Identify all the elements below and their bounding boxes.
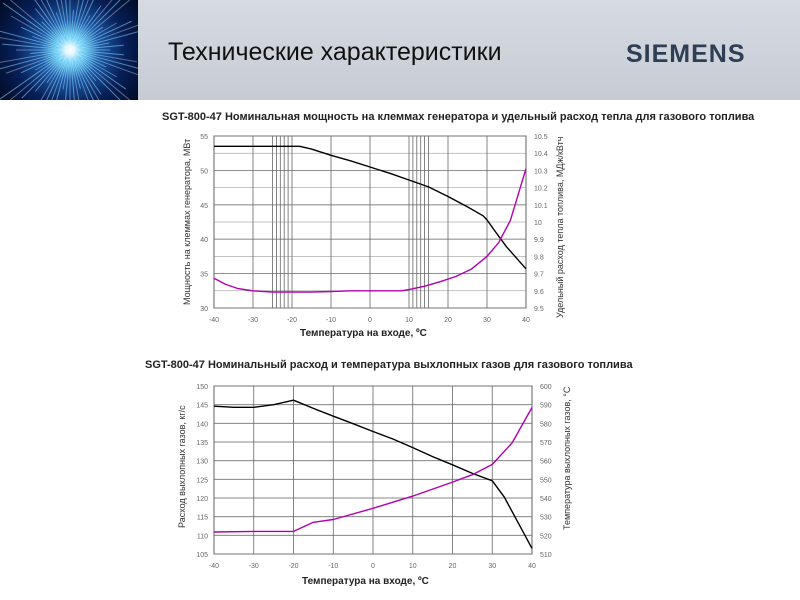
- y-right-tick-label: 520: [540, 533, 552, 541]
- x-tick-label: -20: [286, 317, 298, 324]
- x-tick-label: -40: [208, 317, 220, 324]
- y-right-tick-label: 600: [540, 384, 552, 391]
- y-axis-label-left: Мощность на клеммах генератора, МВт: [182, 138, 192, 305]
- y-right-tick-label: 9.8: [534, 254, 544, 262]
- chart-title: SGT-800-47 Номинальный расход и температура выхлопных газов для газового топлива: [145, 359, 633, 371]
- y-left-tick-label: 120: [196, 496, 208, 503]
- x-tick-label: -10: [325, 317, 337, 324]
- x-tick-label: -40: [208, 563, 220, 570]
- x-tick-label: 10: [408, 563, 417, 570]
- y-right-tick-label: 9.5: [534, 306, 544, 313]
- y-left-tick-label: 40: [200, 237, 208, 245]
- y-right-tick-label: 10.1: [534, 202, 548, 210]
- x-tick-label: -20: [288, 563, 299, 570]
- x-tick-label: 10: [405, 317, 413, 324]
- y-left-tick-label: 30: [200, 306, 208, 313]
- y-left-tick-label: 135: [196, 440, 208, 447]
- y-axis-label-right: Температура выхлопных газов, °С: [562, 386, 572, 530]
- y-left-tick-label: 125: [196, 477, 208, 485]
- y-right-tick-label: 560: [540, 458, 552, 466]
- x-tick-label: -30: [247, 317, 259, 324]
- y-left-tick-label: 105: [196, 552, 208, 559]
- grid: [214, 136, 526, 308]
- y-right-tick-label: 570: [540, 440, 552, 447]
- x-tick-label: 40: [522, 317, 530, 324]
- y-right-tick-label: 10: [534, 220, 542, 227]
- y-right-tick-label: 530: [540, 514, 552, 522]
- y-left-tick-label: 150: [196, 384, 208, 391]
- y-left-tick-label: 115: [196, 514, 208, 522]
- x-tick-label: 40: [528, 563, 536, 570]
- y-left-tick-label: 140: [196, 421, 208, 429]
- x-tick-label: -30: [248, 563, 259, 570]
- y-right-tick-label: 9.9: [534, 237, 544, 245]
- y-right-tick-label: 580: [540, 421, 552, 429]
- tick-labels: [200, 134, 548, 324]
- x-tick-label: 20: [448, 563, 457, 570]
- y-right-tick-label: 10.5: [534, 134, 548, 141]
- y-left-tick-label: 50: [200, 168, 208, 176]
- x-tick-label: 0: [368, 317, 372, 324]
- x-tick-label: 20: [444, 317, 452, 324]
- y-axis-label-left: Расход выхлопных газов, кг/с: [177, 405, 187, 528]
- y-right-tick-label: 9.6: [534, 288, 544, 296]
- brand-logo: SIEMENS: [626, 40, 746, 68]
- y-left-tick-label: 145: [196, 402, 208, 410]
- y-right-tick-label: 590: [540, 402, 552, 410]
- y-right-tick-label: 9.7: [534, 271, 544, 279]
- y-left-tick-label: 45: [200, 202, 208, 210]
- y-right-tick-label: 510: [540, 552, 552, 559]
- x-tick-label: -10: [328, 563, 339, 570]
- y-left-tick-label: 130: [196, 458, 208, 466]
- y-right-tick-label: 540: [540, 496, 552, 503]
- chart-title: SGT-800-47 Номинальная мощность на клеммах генератора и удельный расход тепла для газового топлива: [162, 111, 755, 123]
- tick-labels: [196, 384, 551, 570]
- x-tick-label: 0: [371, 563, 375, 570]
- x-axis-label: Температура на входе, ºС: [300, 328, 427, 339]
- y-left-tick-label: 110: [196, 533, 208, 541]
- y-left-tick-label: 35: [200, 271, 208, 279]
- y-right-tick-label: 10.4: [534, 151, 548, 159]
- y-left-tick-label: 55: [200, 134, 208, 141]
- page-title: Технические характеристики: [168, 38, 502, 66]
- chart-power-heatrate: [162, 111, 755, 339]
- chart-exhaust-flow-temp: [145, 359, 633, 587]
- x-axis-label: Температура на входе, ºС: [302, 576, 429, 587]
- grid: [214, 386, 532, 554]
- y-right-tick-label: 550: [540, 477, 552, 485]
- y-right-tick-label: 10.2: [534, 185, 548, 193]
- y-axis-label-right: Удельный расход тепла топлива, МДж/кВтч: [555, 136, 565, 318]
- x-tick-label: 30: [488, 563, 497, 570]
- y-right-tick-label: 10.3: [534, 168, 548, 176]
- x-tick-label: 30: [483, 317, 491, 324]
